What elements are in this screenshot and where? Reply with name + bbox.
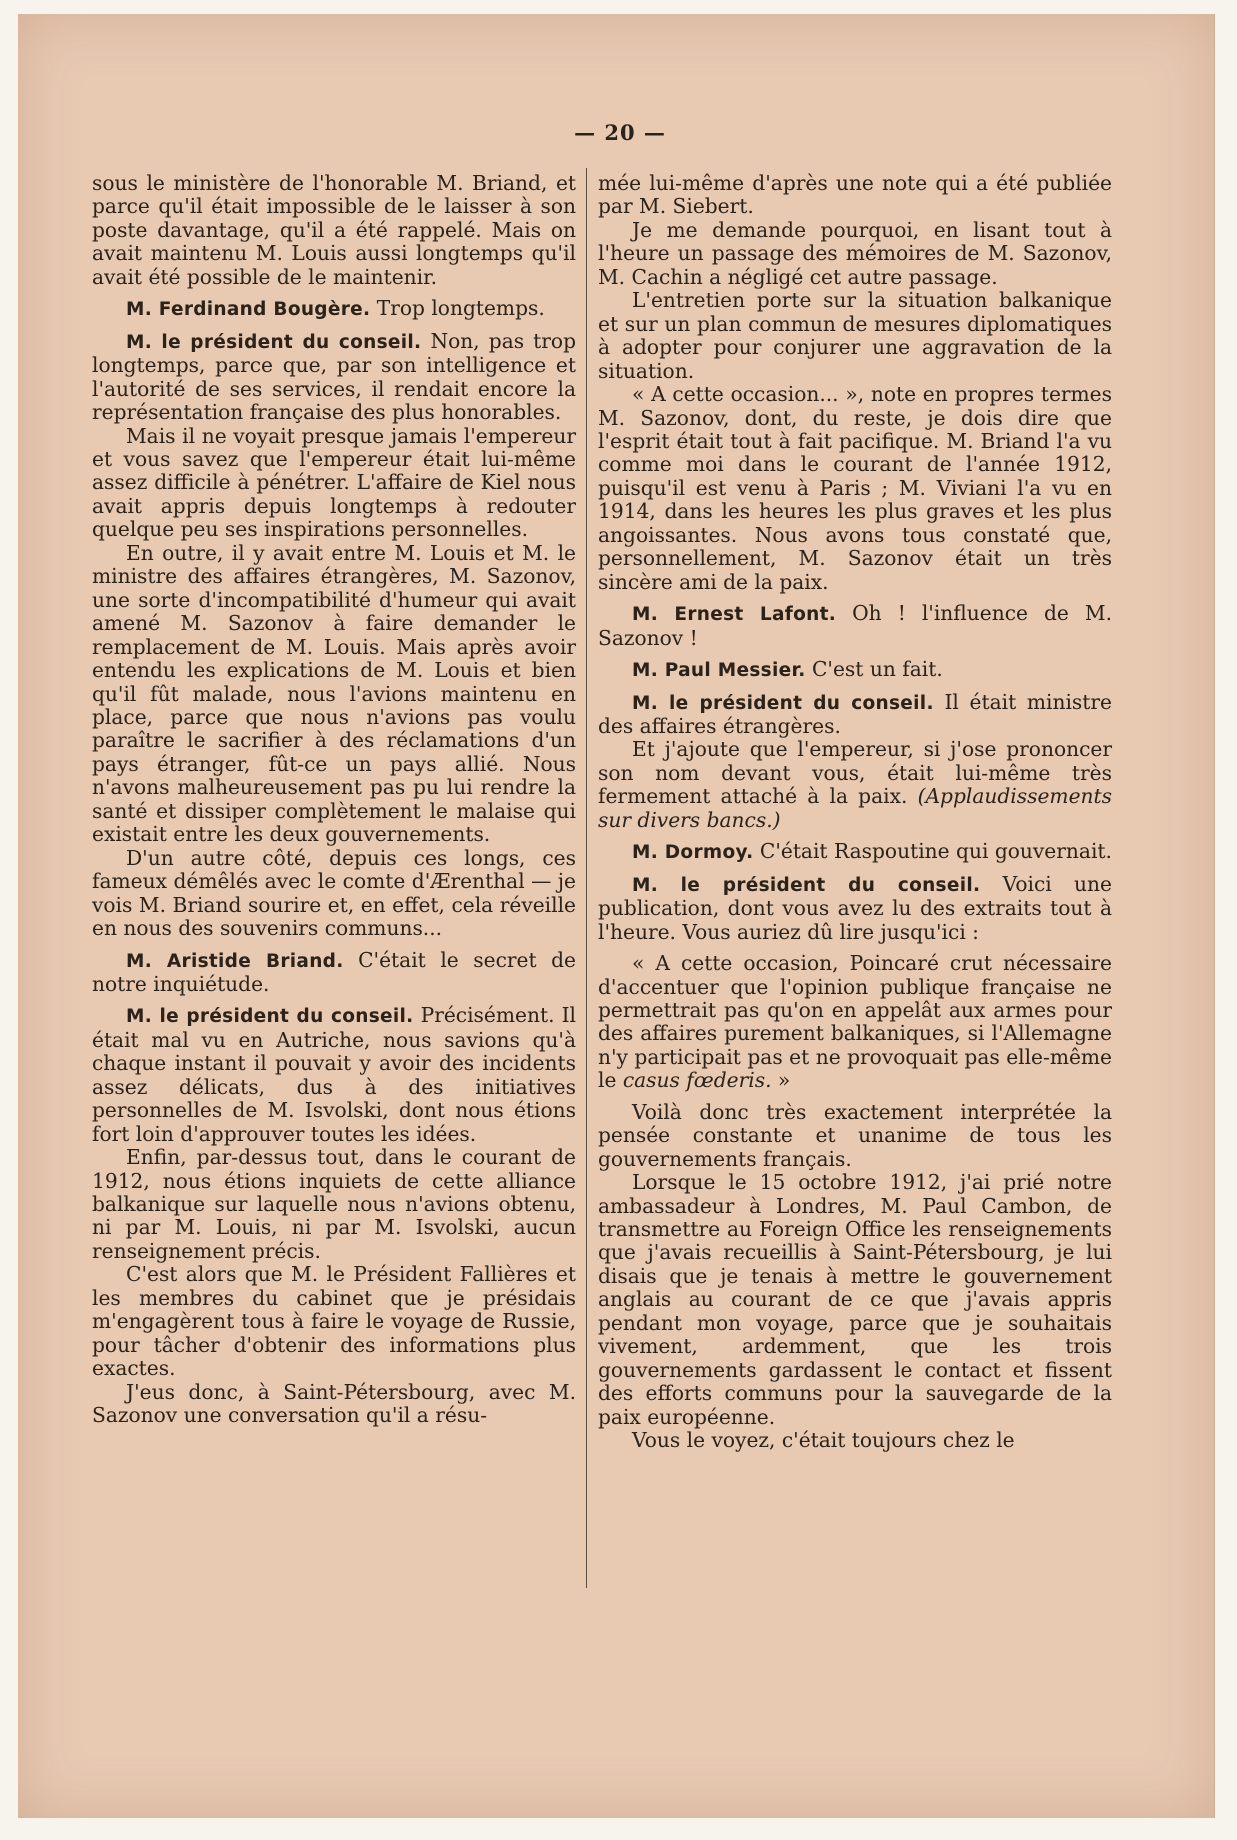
- speech: M. Ernest Lafont. Oh ! l'influence de M. Sazonov !: [598, 601, 1113, 650]
- speaker-name: M. le président du conseil.: [632, 692, 934, 714]
- speech: M. le président du conseil. Il était ministre des affaires étrangères.: [598, 689, 1112, 738]
- paragraph: Enfin, par-dessus tout, dans le courant de 1912, nous étions inquiets de cette alliance balkanique sur laquelle nous n'avions obtenu, ni par M. Louis, ni par M. Isvolski, aucun renseignement précis.: [92, 1145, 576, 1263]
- page-number: — 20 —: [574, 120, 666, 145]
- speech: M. le président du conseil. Non, pas trop longtemps, parce que, par son intelligence et l'autorité de ses services, il rendait encore la représentation française des plus honorables.: [92, 328, 576, 425]
- right-column: [598, 172, 1112, 1453]
- paragraph: Vous le voyez, c'était toujours chez le: [632, 1428, 1015, 1453]
- speech: M. Ferdinand Bougère. Trop longtemps.: [126, 296, 545, 321]
- paragraph: Et j'ajoute que l'empereur, si j'ose prononcer son nom devant vous, était lui-même très fermement attaché à la paix. (Applaudissements sur divers bancs.): [598, 737, 1112, 832]
- speaker-name: M. Ernest Lafont.: [632, 604, 837, 626]
- paragraph: Lorsque le 15 octobre 1912, j'ai prié notre ambassadeur à Londres, M. Paul Cambon, de transmettre au Foreign Office les renseignements que j'avais recueillis à Saint-Pétersbourg, je lui disais que je tenais à mettre le gouvernement anglais au courant de ce que j'avais appris pendant mon voyage, parce que je souhaitais vivement, ardemment, que les trois gouvernements gardassent le contact et fissent des efforts communs pour la sauvegarde de la paix européenne.: [598, 1170, 1112, 1429]
- speaker-name: M. Ferdinand Bougère.: [126, 299, 371, 321]
- speaker-name: M. Dormoy.: [632, 842, 754, 864]
- paragraph: « A cette occasion... », note en propres termes M. Sazonov, dont, du reste, je dois dire que l'esprit était tout à fait pacifique. M. Briand l'a vu comme moi dans le courant de l'année 1912, puisqu'il est venu à Paris ; M. Viviani l'a vu en 1914, dans les heures les plus graves et les plus angoissantes. Nous avons tous constaté que, personnellement, M. Sazonov était un très sincère ami de la paix.: [598, 382, 1112, 594]
- paragraph: Voilà donc très exactement interprétée la pensée constante et unanime de tous les gouvernements français.: [598, 1099, 1112, 1171]
- paragraph: En outre, il y avait entre M. Louis et M. le ministre des affaires étrangères, M. Sazonov, une sorte d'incompatibilité d'humeur qui avait amené M. Sazonov à faire demander le remplacement de M. Louis. Mais après avoir entendu les explications de M. Louis et bien qu'il fût malade, nous l'avions maintenu en place, parce que nous n'avions pas voulu paraître le sacrifier à des réclamations d'un pays étranger, fût-ce un pays allié. Nous n'avons malheureusement pas pu lui rendre la santé et dissiper complètement le malaise qui existait entre les deux gouvernements.: [92, 540, 576, 847]
- quotation: « A cette occasion, Poincaré crut nécessaire d'accentuer que l'opinion publique française ne permettrait pas qu'on en appelât aux armes pour des affaires purement balkaniques, si l'Allemagne n'y participait pas et ne provoquait pas elle-même le casus fœderis. »: [598, 951, 1112, 1093]
- speech: M. le président du conseil. Précisément. Il était mal vu en Autriche, nous savions qu'à chaque instant il pouvait y avoir des incidents assez délicats, dus à des initiatives personnelles de M. Isvolski, dont nous étions fort loin d'approuver toutes les idées.: [92, 1003, 577, 1146]
- paragraph: J'eus donc, à Saint-Pétersbourg, avec M. Sazonov une conversation qu'il a résu-: [92, 1379, 576, 1428]
- speaker-name: M. le président du conseil.: [126, 331, 422, 353]
- speaker-name: M. Paul Messier.: [632, 660, 806, 682]
- speech: M. Dormoy. C'était Raspoutine qui gouvernait.: [632, 839, 1112, 864]
- speech: M. Aristide Briand. C'était le secret de notre inquiétude.: [92, 947, 577, 996]
- speech: M. le président du conseil. Voici une publication, dont vous avez lu des extraits tout à l'heure. Vous auriez dû lire jusqu'ici :: [598, 871, 1113, 944]
- paragraph: Mais il ne voyait presque jamais l'empereur et vous savez que l'empereur était lui-même assez difficile à pénétrer. L'affaire de Kiel nous avait appris depuis longtemps à redouter quelque peu ses inspirations personnelles.: [92, 423, 576, 542]
- paragraph: mée lui-même d'après une note qui a été publiée par M. Siebert.: [598, 171, 1112, 219]
- paragraph: sous le ministère de l'honorable M. Briand, et parce qu'il était impossible de le laisser à son poste davantage, qu'il a été rappelé. Mais on avait maintenu M. Louis aussi longtemps qu'il avait été possible de le maintenir.: [92, 171, 576, 289]
- paragraph: D'un autre côté, depuis ces longs, ces fameux démêlés avec le comte d'Ærenthal — je vois M. Briand sourire et, en effet, cela réveille en nous des souvenirs communs...: [92, 845, 576, 941]
- applause-note: (Applaudissements sur divers bancs.): [598, 784, 1112, 832]
- speaker-name: M. le président du conseil.: [632, 874, 981, 896]
- latin-term: casus fœderis.: [622, 1068, 772, 1093]
- left-column: [92, 172, 576, 1428]
- paragraph: Je me demande pourquoi, en lisant tout à l'heure un passage des mémoires de M. Sazonov, M. Cachin a négligé cet autre passage.: [598, 217, 1112, 289]
- paragraph: L'entretien porte sur la situation balkanique et sur un plan commun de mesures diplomatiques à adopter pour conjurer une aggravation de la situation.: [598, 288, 1112, 383]
- speaker-name: M. Aristide Briand.: [126, 950, 344, 972]
- speech: M. Paul Messier. C'est un fait.: [632, 657, 943, 682]
- speaker-name: M. le président du conseil.: [126, 1006, 414, 1028]
- paragraph: C'est alors que M. le Président Fallières et les membres du cabinet que je présidais m'engagèrent tous à faire le voyage de Russie, pour tâcher d'obtenir des informations plus exactes.: [92, 1262, 576, 1381]
